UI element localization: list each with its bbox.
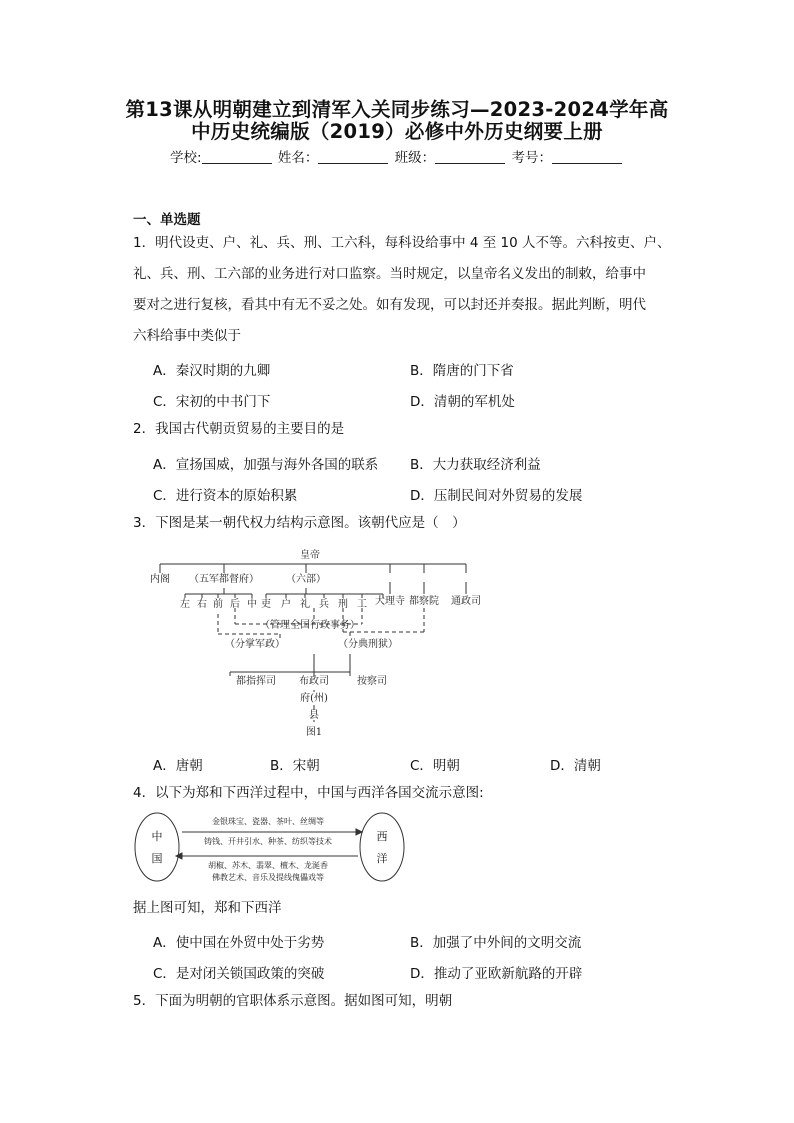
question-2-stem — [133, 414, 673, 445]
export-goods: 金银珠宝、瓷器、茶叶、丝绸等 — [212, 817, 324, 826]
question-4-line: 据上图可知，郑和下西洋 — [133, 900, 282, 916]
question-1-line: 礼、兵、刑、工六部的业务进行对口监察。当时规定，以皇帝名义发出的制敕，给事中 — [133, 266, 646, 282]
diagram-liubu: （六部） — [286, 574, 326, 585]
question-3-stem — [133, 508, 673, 539]
question-1-stem — [133, 228, 673, 352]
diagram-local-office: 布政司 — [299, 676, 329, 687]
student-info-row — [0, 146, 794, 166]
question-4-option-c[interactable]: C．是对闭关锁国政策的突破 — [153, 966, 325, 982]
diagram-liubu-item: 吏 — [261, 599, 271, 610]
question-4-line: 4．以下为郑和下西洋过程中，中国与西洋各国交流示意图: — [133, 785, 484, 801]
question-1-line: 要对之进行复核，看其中有无不妥之处。如有发现，可以封还并奏报。据此判断，明代 — [133, 297, 646, 313]
diagram-wujun-item: 右 — [197, 599, 207, 610]
diagram-other-office: 通政司 — [451, 596, 481, 607]
diagram-liubu-item: 工 — [357, 599, 367, 610]
exam-no-label: 考号： — [511, 150, 552, 166]
west-label: 洋 — [376, 852, 388, 865]
question-4-option-b[interactable]: B．加强了中外间的文明交流 — [410, 935, 582, 951]
class-blank[interactable] — [435, 150, 505, 164]
diagram-wujun-item: 前 — [213, 599, 223, 610]
question-2-line: 2．我国古代朝贡贸易的主要目的是 — [133, 421, 345, 437]
diagram-other-office: 大理寺 — [375, 596, 405, 607]
question-4-stem — [133, 778, 673, 809]
diagram-liubu-item: 户 — [281, 599, 291, 610]
question-4-followup — [133, 893, 673, 924]
china-label: 中 — [151, 830, 163, 843]
question-2-option-c[interactable]: C．进行资本的原始积累 — [153, 488, 298, 504]
worksheet-title-line2: 中历史统编版（2019）必修中外历史纲要上册 — [191, 120, 603, 143]
import-goods: 胡椒、苏木、翡翠、檀木、龙涎香 — [208, 861, 328, 870]
diagram-liubu-item: 刑 — [338, 599, 348, 610]
school-label: 学校: — [170, 150, 202, 166]
diagram-neige: 内阁 — [150, 574, 170, 585]
question-3-option-b[interactable]: B．宋朝 — [270, 758, 320, 774]
school-blank[interactable] — [202, 150, 272, 164]
question-4-option-a[interactable]: A．使中国在外贸中处于劣势 — [153, 935, 325, 951]
question-1-option-d[interactable]: D．清朝的军机处 — [410, 394, 515, 410]
question-3-option-a[interactable]: A．唐朝 — [153, 758, 203, 774]
diagram-liubu-item: 礼 — [300, 599, 310, 610]
question-3-option-d[interactable]: D．清朝 — [550, 758, 601, 774]
china-label: 国 — [151, 852, 163, 865]
name-label: 姓名： — [277, 150, 319, 166]
exam-no-blank[interactable] — [552, 150, 622, 164]
export-techniques: 铸钱、开井引水、种茶、纺织等技术 — [204, 837, 332, 846]
diagram-wujun-item: 左 — [180, 599, 190, 610]
question-5-line: 5．下面为明朝的官职体系示意图。据如图可知，明朝 — [133, 993, 453, 1009]
question-3-option-c[interactable]: C．明朝 — [410, 758, 460, 774]
question-3-line: 3．下图是某一朝代权力结构示意图。该朝代应是（ ） — [133, 515, 466, 531]
diagram-wujun: （五军都督府） — [189, 574, 259, 585]
diagram-other-office: 都察院 — [409, 596, 439, 607]
question-1-line: 1．明代设吏、户、礼、兵、刑、工六科，每科设给事中 4 至 10 人不等。六科按吏、户、 — [133, 235, 671, 251]
question-2-option-d[interactable]: D．压制民间对外贸易的发展 — [410, 488, 583, 504]
diagram-fendian-note: （分典刑狱） — [338, 639, 398, 650]
power-structure-diagram — [140, 544, 500, 744]
diagram-wujun-item: 中 — [247, 599, 257, 610]
name-blank[interactable] — [318, 150, 388, 164]
diagram-wujun-item: 后 — [230, 599, 240, 610]
question-1-option-c[interactable]: C．宋初的中书门下 — [153, 394, 271, 410]
diagram-emperor: 皇帝 — [300, 550, 320, 561]
diagram-fu: 府(州) — [300, 693, 328, 704]
power-structure-svg — [140, 544, 500, 744]
exchange-svg — [130, 810, 420, 888]
diagram-guanli-note: （管理全国行政事务） — [260, 620, 360, 631]
diagram-local-office: 按察司 — [357, 676, 387, 687]
question-5-stem — [133, 986, 673, 1017]
diagram-liubu-item: 兵 — [319, 599, 329, 610]
import-culture: 佛教艺术、音乐及提线傀儡戏等 — [212, 873, 324, 882]
class-label: 班级： — [394, 150, 436, 166]
question-2-option-a[interactable]: A．宣扬国威，加强与海外各国的联系 — [153, 457, 379, 473]
question-2-option-b[interactable]: B．大力获取经济利益 — [410, 457, 541, 473]
question-1-line: 六科给事中类似于 — [133, 328, 241, 344]
diagram-local-office: 都指挥司 — [236, 676, 276, 687]
question-4-option-d[interactable]: D．推动了亚欧新航路的开辟 — [410, 966, 583, 982]
worksheet-title-line1: 第13课从明朝建立到清军入关同步练习—2023-2024学年高 — [125, 98, 669, 121]
diagram-caption: 图1 — [305, 727, 323, 738]
west-label: 西 — [376, 830, 388, 843]
diagram-xian: 县 — [309, 710, 319, 721]
question-1-option-a[interactable]: A．秦汉时期的九卿 — [153, 363, 271, 379]
section-title: 一、单选题 — [133, 212, 201, 228]
question-1-option-b[interactable]: B．隋唐的门下省 — [410, 363, 514, 379]
exchange-diagram — [130, 810, 420, 888]
diagram-fenzhang-note: （分掌军政） — [225, 639, 285, 650]
